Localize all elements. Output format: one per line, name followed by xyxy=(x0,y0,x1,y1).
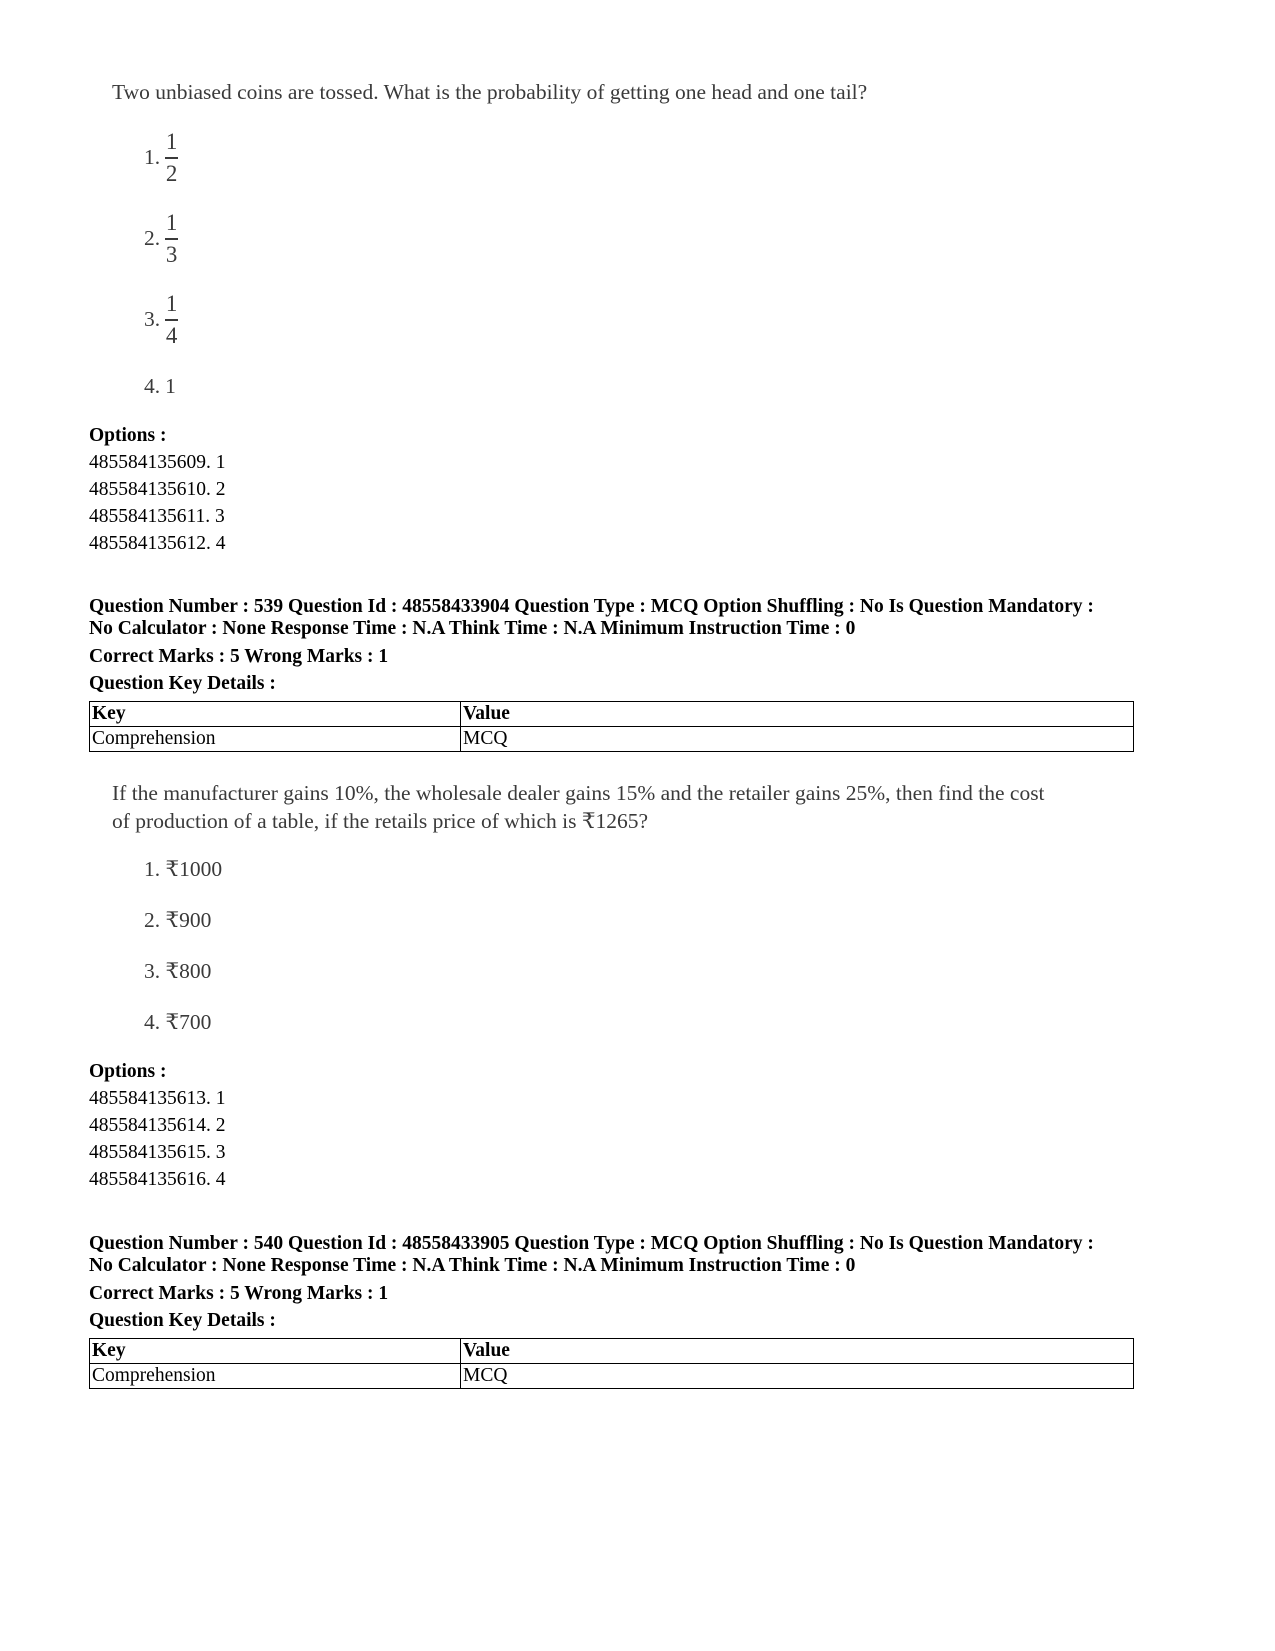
option-item: 485584135609. 1 xyxy=(89,452,226,473)
cell-key: Comprehension xyxy=(90,1364,461,1389)
numerator: 1 xyxy=(165,291,178,316)
choice-number: 1. xyxy=(144,145,161,170)
fraction xyxy=(165,130,178,186)
marks-line: Correct Marks : 5 Wrong Marks : 1 xyxy=(89,646,389,667)
denominator: 2 xyxy=(165,160,178,186)
denominator: 3 xyxy=(165,241,178,267)
key-details-heading: Question Key Details : xyxy=(89,1310,276,1331)
stem-line: If the manufacturer gains 10%, the wholesale dealer gains 15% and the retailer gains 25%, then find the cost xyxy=(112,781,1045,805)
marks-540 xyxy=(89,1280,388,1334)
numerator: 1 xyxy=(165,210,178,235)
header-value: Value xyxy=(461,702,1134,727)
option-item: 485584135610. 2 xyxy=(89,479,226,500)
choice-2 xyxy=(144,211,178,267)
meta-line: Question Number : 540 Question Id : 48558433905 Question Type : MCQ Option Shuffling : No Is Question Mandatory : xyxy=(89,1233,1094,1254)
stem-line: of production of a table, if the retails price of which is ₹1265? xyxy=(112,809,649,833)
fraction xyxy=(165,292,178,348)
cell-value: MCQ xyxy=(461,1364,1134,1389)
fraction-bar xyxy=(165,238,178,240)
header-key: Key xyxy=(90,702,461,727)
choice-4 xyxy=(144,374,176,399)
question-key-table-539 xyxy=(89,701,1134,752)
option-item: 485584135614. 2 xyxy=(89,1115,226,1136)
table-row xyxy=(90,1364,1134,1389)
choice-1 xyxy=(144,130,178,186)
key-details-heading: Question Key Details : xyxy=(89,673,276,694)
choice-1: 1. ₹1000 xyxy=(144,857,223,881)
choice-number: 3. xyxy=(144,307,161,332)
choice-3: 3. ₹800 xyxy=(144,959,212,983)
choice-3 xyxy=(144,292,178,348)
choice-number: 2. xyxy=(144,226,161,251)
choice-text: 1 xyxy=(165,374,176,398)
options-heading: Options : xyxy=(89,1061,167,1082)
choice-number: 4. xyxy=(144,374,161,398)
options-heading: Options : xyxy=(89,425,167,446)
fraction-bar xyxy=(165,319,178,321)
choice-2: 2. ₹900 xyxy=(144,908,212,932)
fraction-bar xyxy=(165,157,178,159)
meta-line: No Calculator : None Response Time : N.A Think Time : N.A Minimum Instruction Time : 0 xyxy=(89,1255,856,1276)
option-item: 485584135615. 3 xyxy=(89,1142,226,1163)
question-stem: Two unbiased coins are tossed. What is the probability of getting one head and one tail? xyxy=(112,80,868,104)
denominator: 4 xyxy=(165,322,178,348)
table-header-row xyxy=(90,702,1134,727)
option-item: 485584135616. 4 xyxy=(89,1169,226,1190)
marks-line: Correct Marks : 5 Wrong Marks : 1 xyxy=(89,1283,389,1304)
table-header-row xyxy=(90,1339,1134,1364)
header-value: Value xyxy=(461,1339,1134,1364)
meta-line: No Calculator : None Response Time : N.A Think Time : N.A Minimum Instruction Time : 0 xyxy=(89,618,856,639)
cell-key: Comprehension xyxy=(90,727,461,752)
option-item: 485584135612. 4 xyxy=(89,533,226,554)
numerator: 1 xyxy=(165,129,178,154)
header-key: Key xyxy=(90,1339,461,1364)
cell-value: MCQ xyxy=(461,727,1134,752)
options-list-538 xyxy=(89,422,226,557)
option-item: 485584135611. 3 xyxy=(89,506,225,527)
options-list-539 xyxy=(89,1058,226,1193)
meta-line: Question Number : 539 Question Id : 48558433904 Question Type : MCQ Option Shuffling : No Is Question Mandatory : xyxy=(89,596,1094,617)
question-meta-540 xyxy=(89,1233,1149,1277)
question-image-538 xyxy=(112,78,1012,398)
question-stem xyxy=(112,779,1112,835)
choice-4: 4. ₹700 xyxy=(144,1010,212,1034)
fraction xyxy=(165,211,178,267)
question-key-table-540 xyxy=(89,1338,1134,1389)
question-image-539 xyxy=(112,779,1112,1049)
table-row xyxy=(90,727,1134,752)
question-meta-539 xyxy=(89,596,1149,640)
marks-539 xyxy=(89,643,388,697)
option-item: 485584135613. 1 xyxy=(89,1088,226,1109)
